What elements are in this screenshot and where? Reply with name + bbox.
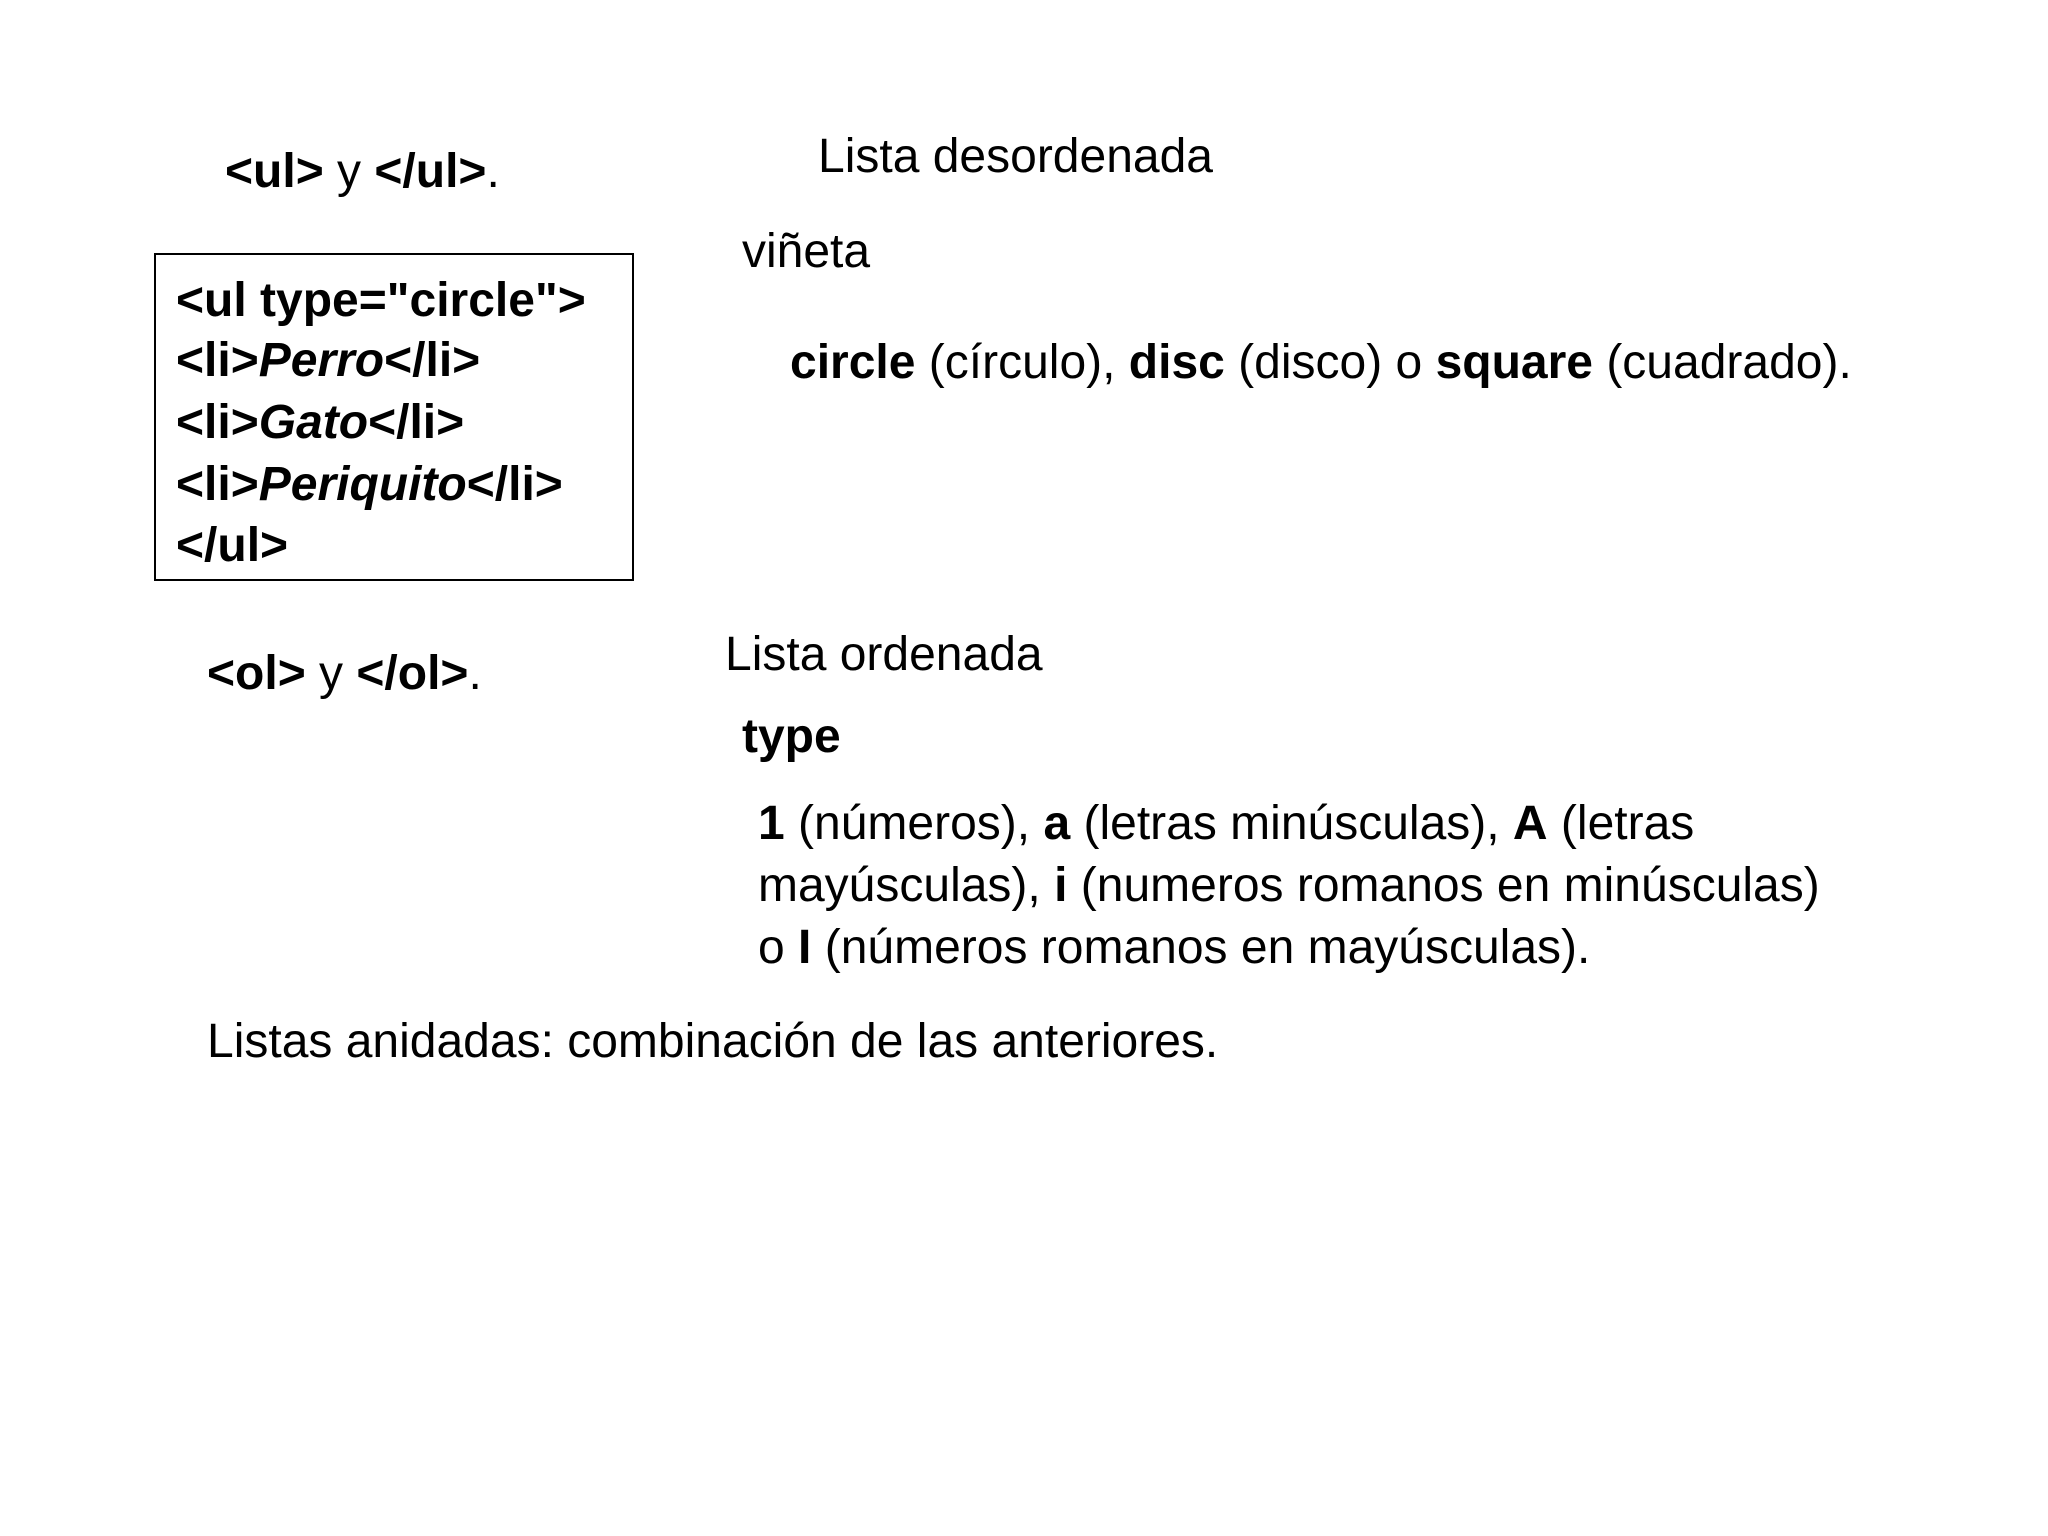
nested-lists-text: Listas anidadas: combinación de las anteriores. bbox=[207, 1015, 1219, 1068]
bullet-square: square bbox=[1435, 336, 1593, 389]
numbering-one: 1 bbox=[758, 797, 785, 850]
numbering-one-desc: (números), bbox=[784, 797, 1044, 850]
bullet-square-desc: (cuadrado). bbox=[1592, 336, 1852, 389]
numbering-row bbox=[758, 855, 1820, 917]
li-close-tag: </li> bbox=[466, 458, 563, 511]
bullet-disc: disc bbox=[1128, 336, 1225, 389]
numbering-types-text bbox=[758, 793, 1820, 979]
numbering-upper-i-desc: (números romanos en mayúsculas). bbox=[811, 921, 1591, 974]
ol-joiner: y bbox=[305, 647, 357, 700]
ol-close-tag: </ol> bbox=[356, 647, 469, 700]
list-item-text: Periquito bbox=[258, 458, 467, 511]
code-line-ul-close: </ul> bbox=[176, 519, 289, 572]
ol-end: . bbox=[468, 647, 482, 700]
numbering-lower-a-desc: (letras minúsculas), bbox=[1070, 797, 1513, 850]
ul-tags-text bbox=[225, 145, 500, 198]
numbering-row bbox=[758, 793, 1820, 855]
numbering-upper-i: I bbox=[798, 921, 812, 974]
bullet-types-text bbox=[790, 336, 1852, 389]
li-close-tag: </li> bbox=[384, 334, 481, 387]
bullet-disc-desc: (disco) o bbox=[1224, 336, 1436, 389]
ol-open-tag: <ol> bbox=[207, 647, 306, 700]
numbering-row3-start: o bbox=[758, 921, 799, 974]
unordered-list-title: Lista desordenada bbox=[818, 130, 1213, 183]
ordered-list-title: Lista ordenada bbox=[725, 628, 1043, 681]
type-attribute-label: type bbox=[742, 710, 841, 763]
code-example-box bbox=[154, 253, 634, 581]
bullet-circle-desc: (círculo), bbox=[915, 336, 1129, 389]
numbering-lower-i: i bbox=[1054, 859, 1068, 912]
li-close-tag: </li> bbox=[368, 396, 465, 449]
vineta-label: viñeta bbox=[742, 225, 871, 278]
code-line-item bbox=[176, 334, 481, 387]
ul-open-tag: <ul> bbox=[225, 145, 324, 198]
code-line-item bbox=[176, 396, 465, 449]
bullet-circle: circle bbox=[790, 336, 916, 389]
code-line-ul-open: <ul type="circle"> bbox=[176, 274, 586, 327]
numbering-lower-i-desc: (numeros romanos en minúsculas) bbox=[1067, 859, 1820, 912]
li-open-tag: <li> bbox=[176, 458, 259, 511]
list-item-text: Gato bbox=[258, 396, 369, 449]
code-line-item bbox=[176, 458, 563, 511]
numbering-upper-a: A bbox=[1512, 797, 1548, 850]
ol-tags-text bbox=[207, 647, 482, 700]
li-open-tag: <li> bbox=[176, 334, 259, 387]
numbering-row bbox=[758, 917, 1820, 979]
ul-end: . bbox=[486, 145, 500, 198]
list-item-text: Perro bbox=[258, 334, 385, 387]
numbering-upper-a-desc: (letras bbox=[1547, 797, 1695, 850]
numbering-lower-a: a bbox=[1043, 797, 1071, 850]
numbering-row2-start: mayúsculas), bbox=[758, 859, 1055, 912]
ul-joiner: y bbox=[323, 145, 375, 198]
ul-close-tag: </ul> bbox=[374, 145, 487, 198]
li-open-tag: <li> bbox=[176, 396, 259, 449]
